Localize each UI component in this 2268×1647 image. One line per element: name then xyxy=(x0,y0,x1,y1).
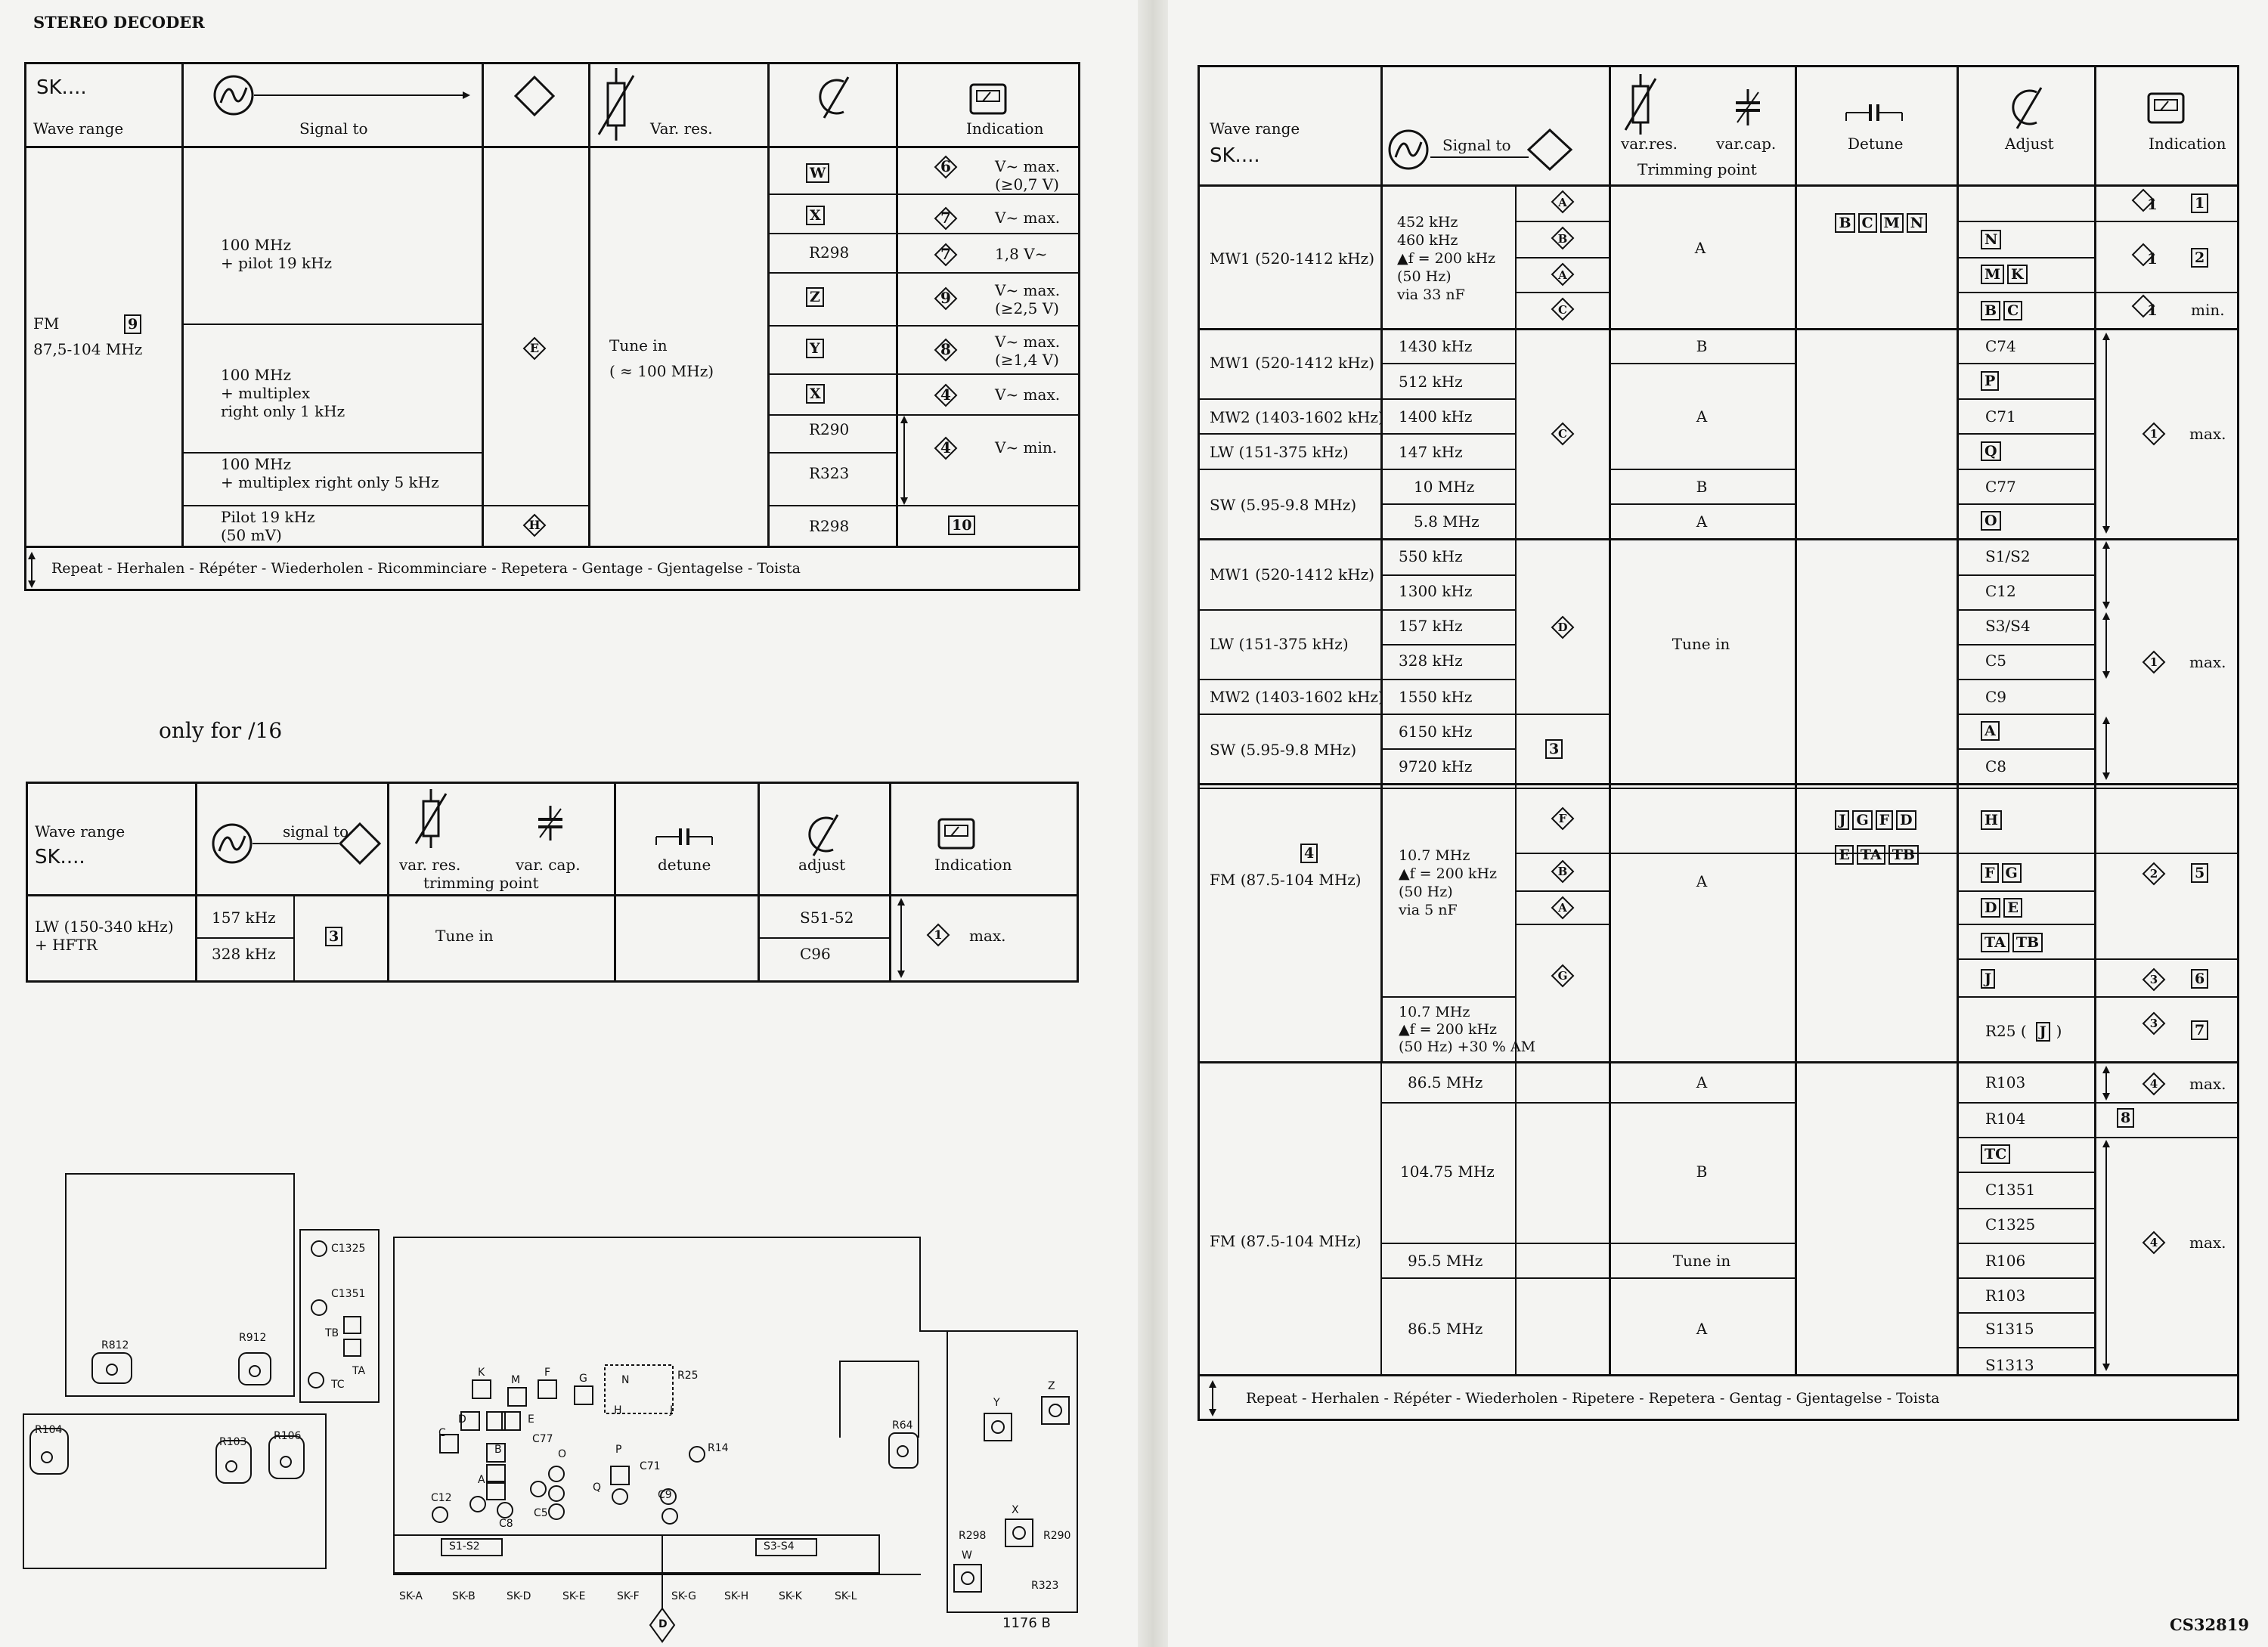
fm2-adj-r104: R104 xyxy=(1985,1110,2026,1128)
am3-f5: 1550 kHz xyxy=(1399,688,1473,706)
only16-adj2: C96 xyxy=(800,945,831,963)
fm2-adj-c1325: C1325 xyxy=(1985,1215,2036,1234)
pcb-sk-b: SK-B xyxy=(452,1590,476,1602)
am2-adj-q: Q xyxy=(1981,441,2001,461)
adjust-r298-b: R298 xyxy=(809,517,850,535)
am2-f5: 10 MHz xyxy=(1414,478,1475,496)
sk-label: SK.... xyxy=(36,76,87,99)
am2-f1: 1430 kHz xyxy=(1399,337,1473,355)
variable-resistor-icon xyxy=(1625,74,1663,138)
pcb-e: E xyxy=(528,1413,534,1426)
variable-capacitor-icon xyxy=(1733,89,1763,128)
pcb-p: P xyxy=(615,1444,622,1456)
pcb-r298: R298 xyxy=(959,1530,987,1542)
ind-6: 6 xyxy=(940,157,951,175)
adjust-r298: R298 xyxy=(809,243,850,262)
val-8: V~ max. (≥1,4 V) xyxy=(995,333,1061,369)
fm2-trim-2: B xyxy=(1696,1162,1708,1181)
adjust-y: Y xyxy=(806,339,824,358)
am3-adj-c5: C5 xyxy=(1985,652,2007,670)
pcb-r106: R106 xyxy=(274,1430,302,1442)
pcb-sk-a: SK-A xyxy=(399,1590,423,1602)
only16-detune: detune xyxy=(658,856,711,874)
am2-trim-3: B xyxy=(1696,478,1708,496)
fm2-f4: 86.5 MHz xyxy=(1408,1320,1483,1338)
wave-fm: FM xyxy=(33,314,60,333)
repeat-arrow-icon xyxy=(1208,1380,1217,1416)
pcb-sk-h: SK-H xyxy=(724,1590,749,1602)
fm1-ind-3: 3 xyxy=(2149,973,2158,986)
am3-f2: 1300 kHz xyxy=(1399,582,1473,600)
fm2-adj-r103b: R103 xyxy=(1985,1286,2026,1305)
fm1-det-ta: TA xyxy=(1857,845,1885,865)
pcb-c12: C12 xyxy=(431,1492,452,1504)
pcb-r812: R812 xyxy=(101,1339,129,1351)
am2-wave-sw: SW (5.95-9.8 MHz) xyxy=(1210,496,1357,514)
repeat-arrow-icon xyxy=(2102,333,2111,534)
pcb-r290: R290 xyxy=(1043,1530,1071,1542)
fm1-adj-tb: TB xyxy=(2012,933,2043,952)
fm1-pt-f: F xyxy=(1558,812,1567,825)
fm1-adj-j: J xyxy=(1981,969,1995,989)
pcb-s3-s4: S3-S4 xyxy=(764,1540,795,1553)
am2-adj-c74: C74 xyxy=(1985,337,2016,355)
var-tune-in: Tune in ( ≈ 100 MHz) xyxy=(609,336,714,380)
fm1-pt-g: G xyxy=(1557,969,1568,983)
pcb-a: A xyxy=(478,1474,485,1486)
repeat-arrow-icon xyxy=(2102,541,2111,609)
fm2-f2: 104.75 MHz xyxy=(1400,1162,1495,1181)
fm2-adj-tc: TC xyxy=(1981,1144,2010,1164)
am1-adj-b: B xyxy=(1981,301,2000,320)
fm2-wave: FM (87.5-104 MHz) xyxy=(1210,1232,1362,1250)
am3-ind-val: max. xyxy=(2189,653,2226,671)
pcb-test-point-d: D xyxy=(658,1618,668,1630)
am3-f4: 328 kHz xyxy=(1399,652,1463,670)
detune-capacitor-icon xyxy=(1845,101,1905,124)
adjust-r290: R290 xyxy=(809,420,850,438)
pcb-w: W xyxy=(962,1549,972,1562)
fm2-adj-c1351: C1351 xyxy=(1985,1181,2036,1199)
pcb-sk-k: SK-K xyxy=(779,1590,802,1602)
fm1-ind-3b: 3 xyxy=(2149,1017,2158,1030)
main-sk: SK.... xyxy=(1210,144,1260,167)
am3-f7: 9720 kHz xyxy=(1399,757,1473,776)
fm2-adj-r103: R103 xyxy=(1985,1073,2026,1091)
fm1-wave: FM (87.5-104 MHz) xyxy=(1210,871,1362,889)
pcb-tb: TB xyxy=(325,1327,339,1339)
pcb-k: K xyxy=(478,1367,485,1379)
pcb-f: F xyxy=(544,1367,551,1379)
only16-adjust: adjust xyxy=(798,856,846,874)
only16-trimming: trimming point xyxy=(423,874,539,892)
adjust-w: W xyxy=(806,163,829,183)
am1-ind-2: 1 xyxy=(2147,249,2158,268)
val-4-min: V~ min. xyxy=(995,438,1058,457)
fm1-det-e: E xyxy=(1835,845,1853,865)
am2-wave-lw: LW (151-375 kHz) xyxy=(1210,443,1349,461)
main-var-res: var.res. xyxy=(1621,135,1678,153)
fm1-adj-ta: TA xyxy=(1981,933,2009,952)
am3-adj-c9: C9 xyxy=(1985,688,2007,706)
am3-f3: 157 kHz xyxy=(1399,617,1463,635)
am1-adj-m: M xyxy=(1981,265,2004,284)
only16-point: 3 xyxy=(325,927,342,946)
only-16-label: only for /16 xyxy=(159,718,283,743)
pcb-c: C xyxy=(438,1427,446,1439)
am1-ind-min: min. xyxy=(2191,301,2225,319)
only16-adj1: S51-52 xyxy=(800,909,854,927)
only16-var: Tune in xyxy=(435,927,494,945)
header-signal-to: Signal to xyxy=(299,119,368,138)
fm1-det-f: F xyxy=(1876,810,1894,830)
only16-sk: SK.... xyxy=(35,846,85,868)
pcb-r323: R323 xyxy=(1031,1580,1059,1592)
doc-number: 1176 B xyxy=(1002,1615,1051,1631)
fm1-ind-2: 2 xyxy=(2149,867,2158,881)
am1-ind-3: 1 xyxy=(2147,301,2158,319)
fm1-adj-d: D xyxy=(1981,898,2000,918)
pcb-sk-l: SK-L xyxy=(835,1590,857,1602)
fm1-ind-diamonds xyxy=(2143,862,2165,1036)
only16-f1: 157 kHz xyxy=(212,909,276,927)
fm2-f3: 95.5 MHz xyxy=(1408,1252,1483,1270)
pcb-c5: C5 xyxy=(534,1507,548,1519)
adjust-x: X xyxy=(806,206,825,225)
pcb-x: X xyxy=(1012,1504,1019,1516)
adjust-tool-icon xyxy=(2008,86,2046,132)
only16-ind-val: max. xyxy=(969,927,1006,945)
fm1-ind-6: 6 xyxy=(2191,969,2208,989)
pcb-c9: C9 xyxy=(658,1489,672,1501)
fm1-adj-r25: R25 ( xyxy=(1985,1022,2027,1040)
pcb-g: G xyxy=(579,1373,587,1385)
am3-adj-s3s4: S3/S4 xyxy=(1985,617,2031,635)
fm2-trim-4: A xyxy=(1696,1320,1708,1338)
fm2-ind: 4 xyxy=(2149,1236,2158,1249)
val-6: V~ max. (≥0,7 V) xyxy=(995,157,1061,193)
fm1-adj-h: H xyxy=(1981,810,2002,830)
pcb-r103: R103 xyxy=(219,1436,247,1448)
pcb-sk-d: SK-D xyxy=(507,1590,531,1602)
am1-detune-c: C xyxy=(1858,213,1877,233)
am2-trim-4: A xyxy=(1696,512,1708,531)
main-indication: Indication xyxy=(2149,135,2226,153)
pcb-m: M xyxy=(511,1374,521,1386)
fm1-det-d: D xyxy=(1896,810,1916,830)
am1-detune-b: B xyxy=(1835,213,1854,233)
am2-adj-c71: C71 xyxy=(1985,407,2016,426)
fm2-adj-s1315: S1315 xyxy=(1985,1320,2034,1338)
main-var-cap: var.cap. xyxy=(1716,135,1777,153)
fm1-det-j: J xyxy=(1835,810,1849,830)
am1-wave: MW1 (520-1412 kHz) xyxy=(1210,249,1375,268)
main-detune: Detune xyxy=(1848,135,1904,153)
pcb-c1351: C1351 xyxy=(331,1288,366,1300)
fm1-signal-1: 10.7 MHz ▲f = 200 kHz (50 Hz) via 5 nF xyxy=(1399,847,1498,918)
am3-wave-mw2: MW2 (1403-1602 kHz) xyxy=(1210,688,1384,706)
am1-pt-a2: A xyxy=(1558,268,1567,282)
am2-adj-o: O xyxy=(1981,511,2001,531)
pcb-j: J xyxy=(670,1404,674,1416)
pcb-r64: R64 xyxy=(892,1419,913,1432)
fm1-adj-e: E xyxy=(2003,898,2022,918)
fm1-ind-7: 7 xyxy=(2191,1020,2208,1040)
fm1-det-g: G xyxy=(1852,810,1872,830)
am3-pt-d: D xyxy=(1557,621,1568,634)
page-title: STEREO DECODER xyxy=(33,13,205,32)
only16-signal-header: signal to xyxy=(283,822,349,841)
fm2-trim-1: A xyxy=(1696,1073,1708,1091)
fm2-ind-top: 4 xyxy=(2149,1077,2158,1091)
fm1-adj-g: G xyxy=(2002,863,2022,883)
pcb-sk-f: SK-F xyxy=(617,1590,640,1602)
signal-pilot: 100 MHz + pilot 19 kHz xyxy=(221,236,333,272)
ind-7: 7 xyxy=(940,209,951,227)
val-7: V~ max. xyxy=(995,209,1061,227)
pcb-sk-e: SK-E xyxy=(562,1590,586,1602)
am1-detune-m: M xyxy=(1880,213,1904,233)
main-wave-range: Wave range xyxy=(1210,119,1300,138)
pcb-r104: R104 xyxy=(35,1424,63,1436)
am3-adj-s1s2: S1/S2 xyxy=(1985,547,2031,565)
am3-pt-sw: 3 xyxy=(1545,739,1563,759)
fm1-adj-f: F xyxy=(1981,863,1999,883)
am1-ind-1: 1 xyxy=(2147,195,2158,213)
pcb-b: B xyxy=(494,1444,502,1456)
fm2-ind-top-val: max. xyxy=(2189,1075,2226,1093)
pcb-y: Y xyxy=(993,1397,1000,1409)
ind-4-min: 4 xyxy=(940,438,951,457)
am2-f3: 1400 kHz xyxy=(1399,407,1473,426)
pcb-tc: TC xyxy=(331,1379,345,1391)
fm1-ind-5: 5 xyxy=(2191,863,2208,883)
signal-pilot-50mv: Pilot 19 kHz (50 mV) xyxy=(221,508,315,544)
signal-multiplex-5k: 100 MHz + multiplex right only 5 kHz xyxy=(221,455,439,491)
only16-var-res: var. res. xyxy=(399,856,461,874)
fm1-trim: A xyxy=(1696,872,1708,890)
fm2-adj-s1313: S1313 xyxy=(1985,1356,2034,1374)
am2-ind: 1 xyxy=(2149,427,2158,441)
pcb-sk-g: SK-G xyxy=(671,1590,697,1602)
only16-indication: Indication xyxy=(934,856,1012,874)
am3-f1: 550 kHz xyxy=(1399,547,1463,565)
am2-f2: 512 kHz xyxy=(1399,373,1463,391)
pcb-n: N xyxy=(621,1374,630,1386)
pcb-s1-s2: S1-S2 xyxy=(449,1540,480,1553)
pcb-r25: R25 xyxy=(677,1370,699,1382)
am2-ind-val: max. xyxy=(2189,425,2226,443)
ind-7b: 7 xyxy=(940,245,951,263)
am2-trim-2: A xyxy=(1696,407,1708,426)
pcb-c77: C77 xyxy=(532,1433,553,1445)
am3-ind: 1 xyxy=(2149,655,2158,669)
pcb-c1325: C1325 xyxy=(331,1243,366,1255)
header-var-res: Var. res. xyxy=(650,119,713,138)
am1-adj-k: K xyxy=(2007,265,2028,284)
fm1-adj-r25-box: J xyxy=(2036,1022,2050,1042)
only16-wave: LW (150-340 kHz) + HFTR xyxy=(35,918,174,954)
fm2-f1: 86.5 MHz xyxy=(1408,1073,1483,1091)
am3-adj-c8: C8 xyxy=(1985,757,2007,776)
repeat-arrow-icon xyxy=(2102,612,2111,679)
pcb-r14: R14 xyxy=(708,1442,729,1454)
pcb-r912: R912 xyxy=(239,1332,267,1344)
adjust-r323: R323 xyxy=(809,464,850,482)
only16-wave-range-header: Wave range xyxy=(35,822,125,841)
fm1-pt-b: B xyxy=(1557,865,1568,878)
am3-adj-a: A xyxy=(1981,721,2000,741)
header-indication: Indication xyxy=(966,119,1044,138)
am3-f6: 6150 kHz xyxy=(1399,723,1473,741)
fm2-adj-r106: R106 xyxy=(1985,1252,2026,1270)
am1-signal: 452 kHz 460 kHz ▲f = 200 kHz (50 Hz) via 33 nF xyxy=(1397,214,1496,303)
meter-icon xyxy=(2147,92,2185,124)
ind-10: 10 xyxy=(948,515,975,535)
am2-wave-mw1: MW1 (520-1412 kHz) xyxy=(1210,354,1375,372)
am2-f6: 5.8 MHz xyxy=(1414,512,1479,531)
val-9: V~ max. (≥2,5 V) xyxy=(995,281,1061,317)
fm1-signal-2: 10.7 MHz ▲f = 200 kHz (50 Hz) +30 % AM xyxy=(1399,1004,1536,1055)
am3-wave-sw: SW (5.95-9.8 MHz) xyxy=(1210,741,1357,759)
am1-pt-b: B xyxy=(1557,232,1568,246)
main-signal-to: Signal to xyxy=(1442,136,1511,154)
val-4: V~ max. xyxy=(995,385,1061,404)
header-wave-range: Wave range xyxy=(33,119,124,138)
repeat-text: Repeat - Herhalen - Répéter - Wiederholen - Ricomminciare - Repetera - Gentage - Gjentagelse - Toista xyxy=(51,560,801,577)
pcb-ta: TA xyxy=(352,1365,366,1377)
am1-ind-2-box: 2 xyxy=(2191,248,2208,268)
am2-wave-mw2: MW2 (1403-1602 kHz) xyxy=(1210,408,1384,426)
pcb-c8: C8 xyxy=(499,1518,513,1530)
pcb-c71: C71 xyxy=(640,1460,661,1472)
am3-wave-lw: LW (151-375 kHz) xyxy=(1210,635,1349,653)
main-trimming: Trimming point xyxy=(1637,160,1757,178)
am1-adj-n: N xyxy=(1981,230,2001,249)
main-repeat-text: Repeat - Herhalen - Répéter - Wiederholen - Ripetere - Repetera - Gentag - Gjentagelse - Toista xyxy=(1246,1390,1940,1407)
am3-wave-mw1: MW1 (520-1412 kHz) xyxy=(1210,565,1375,584)
am1-pt-c: C xyxy=(1558,303,1567,317)
pcb-z: Z xyxy=(1048,1380,1055,1392)
am3-trim: Tune in xyxy=(1672,635,1730,653)
am1-ind-1-box: 1 xyxy=(2191,193,2208,213)
fm1-adj-r25-end: ) xyxy=(2056,1022,2062,1040)
am1-pt-a: A xyxy=(1558,196,1567,209)
val-1-8v: 1,8 V~ xyxy=(995,245,1048,263)
fm2-ind-val: max. xyxy=(2189,1234,2226,1252)
only16-f2: 328 kHz xyxy=(212,945,276,963)
am2-f4: 147 kHz xyxy=(1399,443,1463,461)
wave-fm-number: 9 xyxy=(124,314,141,334)
fm2-ind-box: 8 xyxy=(2117,1108,2134,1128)
am1-trim: A xyxy=(1694,239,1706,257)
wave-fm-range: 87,5-104 MHz xyxy=(33,340,143,358)
pcb-q: Q xyxy=(593,1481,602,1494)
am2-pt-c: C xyxy=(1558,427,1567,441)
adjust-x2: X xyxy=(806,384,825,404)
am1-detune-n: N xyxy=(1907,213,1927,233)
repeat-arrow-icon xyxy=(2102,1066,2111,1101)
fm1-wave-num: 4 xyxy=(1300,844,1318,863)
am1-adj-c: C xyxy=(2003,301,2022,320)
only16-ind: 1 xyxy=(934,927,943,942)
ind-8: 8 xyxy=(940,340,951,358)
signal-multiplex-1k: 100 MHz + multiplex right only 1 kHz xyxy=(221,366,345,420)
repeat-arrow-icon xyxy=(2102,717,2111,780)
fm2-trim-3: Tune in xyxy=(1672,1252,1731,1270)
am1-ind-diamonds xyxy=(2132,189,2155,319)
fm1-det-tb: TB xyxy=(1888,845,1919,865)
am2-trim-1: B xyxy=(1696,337,1708,355)
main-adjust: Adjust xyxy=(2005,135,2054,153)
pcb-h: H xyxy=(614,1404,622,1416)
repeat-arrow-icon xyxy=(2102,1140,2111,1371)
fm1-pt-a: A xyxy=(1558,901,1567,915)
pcb-d: D xyxy=(458,1413,466,1426)
pcb-o: O xyxy=(558,1448,567,1460)
ind-9: 9 xyxy=(940,289,951,307)
am3-adj-c12: C12 xyxy=(1985,582,2016,600)
ind-4: 4 xyxy=(940,385,951,404)
document-code: CS32819 xyxy=(2170,1615,2249,1634)
only16-var-cap: var. cap. xyxy=(516,856,581,874)
am2-adj-c77: C77 xyxy=(1985,478,2016,496)
adjust-z: Z xyxy=(806,287,824,307)
am2-adj-p: P xyxy=(1981,371,1999,391)
